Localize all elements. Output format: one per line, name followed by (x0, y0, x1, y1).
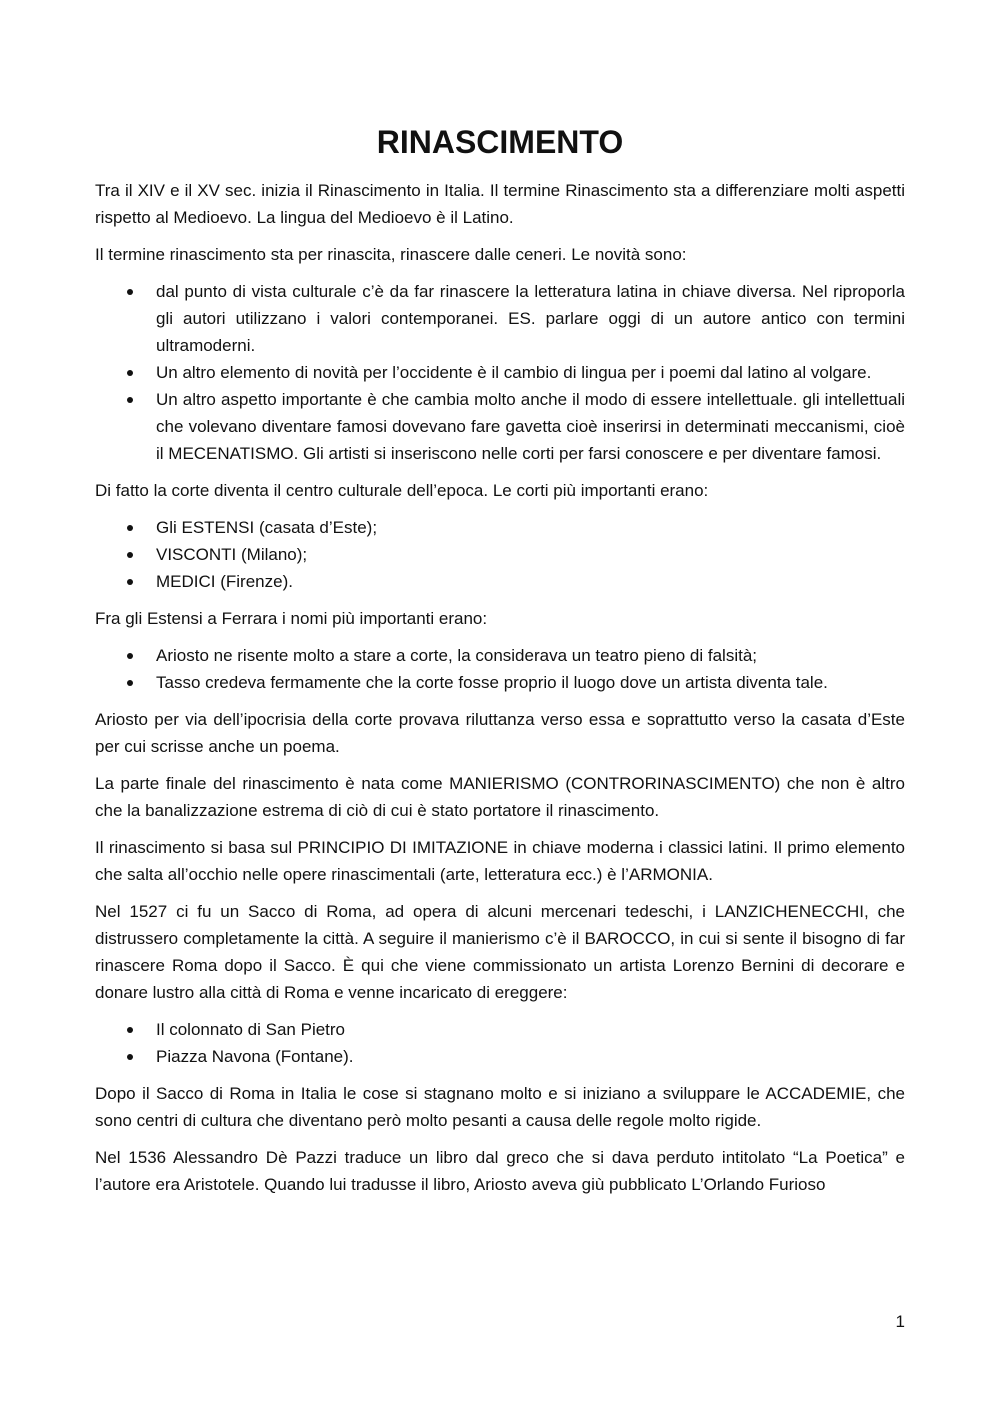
list-item: dal punto di vista culturale c’è da far rinascere la letteratura latina in chiave diversa. Nel riproporla gli autori utilizzano i valori contemporanei. ES. parlare oggi di un autore antico con termini ultramoderni. (95, 278, 905, 359)
paragraph-manierismo: La parte finale del rinascimento è nata come MANIERISMO (CONTRORINASCIMENTO) che non è altro che la banalizzazione estrema di ciò di cui è stato portatore il rinascimento. (95, 774, 905, 820)
page-title: RINASCIMENTO (376, 124, 624, 160)
paragraph-intro: Tra il XIV e il XV sec. inizia il Rinascimento in Italia. Il termine Rinascimento sta a differenziare molti aspetti rispetto al Medioevo. La lingua del Medioevo è il Latino. (95, 181, 905, 227)
paragraph-ariosto: Ariosto per via dell’ipocrisia della corte provava riluttanza verso essa e soprattutto verso la casata d’Este per cui scrisse anche un poema. (95, 710, 905, 756)
paragraph-accademie: Dopo il Sacco di Roma in Italia le cose si stagnano molto e si iniziano a sviluppare le ACCADEMIE, che sono centri di cultura che diventano però molto pesanti a causa delle regole molto rigide. (95, 1084, 905, 1130)
list-novita (95, 278, 905, 467)
list-item: Tasso credeva fermamente che la corte fosse proprio il luogo dove un artista diventa tale. (95, 669, 905, 696)
paragraph-poetica: Nel 1536 Alessandro Dè Pazzi traduce un libro dal greco che si dava perduto intitolato “La Poetica” e l’autore era Aristotele. Quando lui tradusse il libro, Ariosto aveva giù pubblicato L’Orlando Furioso (95, 1148, 905, 1194)
list-item: Ariosto ne risente molto a stare a corte, la considerava un teatro pieno di falsità; (95, 642, 905, 669)
list-item: Piazza Navona (Fontane). (95, 1043, 905, 1070)
list-bernini (95, 1016, 905, 1070)
paragraph-imitazione: Il rinascimento si basa sul PRINCIPIO DI IMITAZIONE in chiave moderna i classici latini. Il primo elemento che salta all’occhio nelle opere rinascimentali (arte, letteratura ecc.) è l’ARMONIA. (95, 838, 905, 884)
list-item: Gli ESTENSI (casata d’Este); (95, 514, 905, 541)
list-corti (95, 514, 905, 595)
paragraph-estensi: Fra gli Estensi a Ferrara i nomi più importanti erano: (95, 609, 488, 628)
list-item: Un altro elemento di novità per l’occidente è il cambio di lingua per i poemi dal latino al volgare. (95, 359, 905, 386)
page-number: 1 (895, 1312, 905, 1331)
list-estensi (95, 642, 905, 696)
paragraph-sacco-di-roma: Nel 1527 ci fu un Sacco di Roma, ad opera di alcuni mercenari tedeschi, i LANZICHENECCHI, che distrussero completamente la città. A seguire il manierismo c’è il BAROCCO, in cui si sente il bisogno di far rinascere Roma dopo il Sacco. È qui che viene commissionato un artista Lorenzo Bernini di decorare e donare lustro alla città di Roma e venne incaricato di ereggere: (95, 902, 905, 1002)
list-item: Il colonnato di San Pietro (95, 1016, 905, 1043)
paragraph-novita: Il termine rinascimento sta per rinascita, rinascere dalle ceneri. Le novità sono: (95, 245, 687, 264)
paragraph-corte: Di fatto la corte diventa il centro culturale dell’epoca. Le corti più importanti erano: (95, 481, 709, 500)
list-item: VISCONTI (Milano); (95, 541, 905, 568)
list-item: MEDICI (Firenze). (95, 568, 905, 595)
document-body (95, 177, 905, 1208)
list-item: Un altro aspetto importante è che cambia molto anche il modo di essere intellettuale. gli intellettuali che volevano diventare famosi dovevano fare gavetta cioè inserirsi in determinati meccanismi, cioè il MECENATISMO. Gli artisti si inseriscono nelle corti per farsi conoscere e per diventare famosi. (95, 386, 905, 467)
